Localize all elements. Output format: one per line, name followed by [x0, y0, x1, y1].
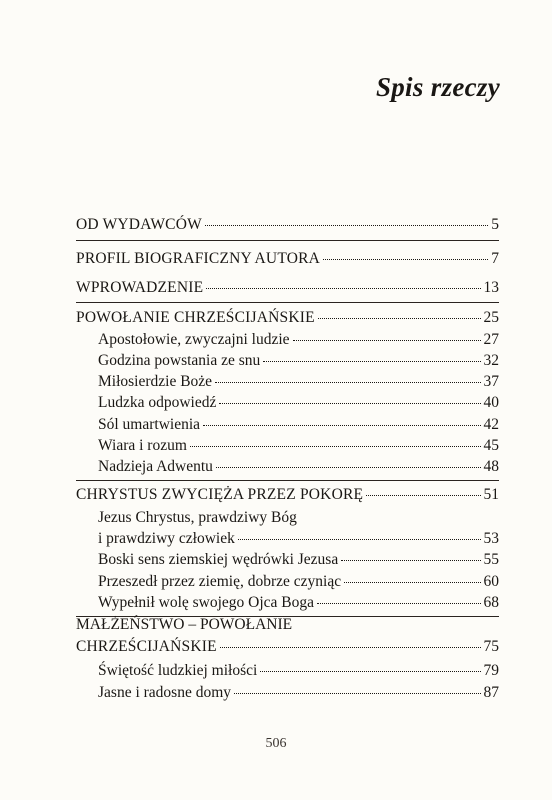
- leader-dots: [219, 403, 480, 404]
- leader-dots: [215, 382, 480, 383]
- toc-entry-page: 37: [483, 373, 499, 390]
- toc-entry-label: Miłosierdzie Boże: [98, 373, 213, 390]
- leader-dots: [234, 693, 480, 694]
- leader-dots: [260, 671, 480, 672]
- divider: [76, 240, 499, 241]
- leader-dots: [220, 647, 481, 648]
- leader-dots: [190, 446, 481, 447]
- toc-entry: [98, 458, 499, 476]
- toc-entry-label-continued: CHRZEŚCIJAŃSKIE: [76, 638, 217, 655]
- toc-entry-page: 42: [483, 416, 499, 433]
- toc-entry: [76, 638, 499, 656]
- toc-entry-label: OD WYDAWCÓW: [76, 216, 202, 233]
- leader-dots: [205, 225, 488, 226]
- toc-entry-label: MAŁŻEŃSTWO – POWOŁANIE: [76, 616, 293, 633]
- page-title: Spis rzeczy: [375, 72, 500, 102]
- toc-entry-label: Jezus Chrystus, prawdziwy Bóg: [98, 509, 297, 526]
- toc-entry-label: Boski sens ziemskiej wędrówki Jezusa: [98, 551, 339, 568]
- toc-entry: [98, 662, 499, 680]
- toc-entry: [98, 437, 499, 455]
- toc-entry-page: 13: [483, 279, 499, 296]
- toc-entry: [76, 486, 499, 504]
- toc-entry-label: Ludzka odpowiedź: [98, 394, 217, 411]
- toc-entry: [98, 331, 499, 349]
- leader-dots: [203, 425, 480, 426]
- toc-entry-label: Godzina powstania ze snu: [98, 352, 261, 369]
- toc-entry-page: 53: [483, 530, 499, 547]
- toc-entry-page: 68: [483, 594, 499, 611]
- toc-entry-label: PROFIL BIOGRAFICZNY AUTORA: [76, 250, 321, 267]
- leader-dots: [293, 340, 481, 341]
- toc-entry-page: 87: [483, 684, 499, 701]
- divider: [76, 302, 499, 303]
- toc-entry: [98, 373, 499, 391]
- toc-entry-page: 7: [491, 250, 499, 267]
- toc-entry-label: Wiara i rozum: [98, 437, 187, 454]
- leader-dots: [317, 603, 480, 604]
- toc-entry: [98, 416, 499, 434]
- toc-entry: [76, 279, 499, 297]
- toc-entry: [98, 551, 499, 569]
- toc-entry-page: 25: [483, 309, 499, 326]
- leader-dots: [323, 259, 488, 260]
- toc-entry: [98, 594, 499, 612]
- page-number: 506: [265, 736, 287, 751]
- toc-entry-page: 48: [483, 458, 499, 475]
- toc-entry-label: Apostołowie, zwyczajni ludzie: [98, 331, 290, 348]
- toc-entry-page: 5: [491, 216, 499, 233]
- leader-dots: [366, 495, 480, 496]
- toc-entry-page: 32: [483, 352, 499, 369]
- toc-entry-label: WPROWADZENIE: [76, 279, 204, 296]
- toc-entry: [98, 352, 499, 370]
- toc-entry-page: 79: [483, 662, 499, 679]
- leader-dots: [344, 582, 480, 583]
- leader-dots: [216, 467, 481, 468]
- toc-entry: [76, 250, 499, 268]
- toc-entry-label: Sól umartwienia: [98, 416, 201, 433]
- toc-entry: [76, 309, 499, 327]
- toc-entry-label: Przeszedł przez ziemię, dobrze czyniąc: [98, 573, 342, 590]
- toc-entry-page: 75: [483, 638, 499, 655]
- divider: [76, 480, 499, 481]
- toc-entry-page: 51: [483, 486, 499, 503]
- leader-dots: [206, 288, 480, 289]
- toc-entry-label-continued: i prawdziwy człowiek: [98, 530, 235, 547]
- toc-entry-label: CHRYSTUS ZWYCIĘŻA PRZEZ POKORĘ: [76, 486, 364, 503]
- toc-entry: [98, 394, 499, 412]
- toc-entry: [98, 573, 499, 591]
- toc-entry-page: 45: [483, 437, 499, 454]
- toc-entry-label: Nadzieja Adwentu: [98, 458, 213, 475]
- leader-dots: [263, 361, 480, 362]
- toc-entry-page: 27: [483, 331, 499, 348]
- toc-entry-page: 40: [483, 394, 499, 411]
- toc-entry: [98, 530, 499, 548]
- toc-entry: [98, 684, 499, 702]
- toc-entry-label: POWOŁANIE CHRZEŚCIJAŃSKIE: [76, 309, 315, 326]
- toc-entry-label: Wypełnił wolę swojego Ojca Boga: [98, 594, 315, 611]
- toc-entry: [76, 216, 499, 234]
- leader-dots: [238, 539, 481, 540]
- toc-entry-label: Świętość ludzkiej miłości: [98, 662, 258, 679]
- leader-dots: [341, 560, 480, 561]
- toc-entry-page: 60: [483, 573, 499, 590]
- leader-dots: [318, 318, 481, 319]
- toc-entry-page: 55: [483, 551, 499, 568]
- toc-entry-label: Jasne i radosne domy: [98, 684, 232, 701]
